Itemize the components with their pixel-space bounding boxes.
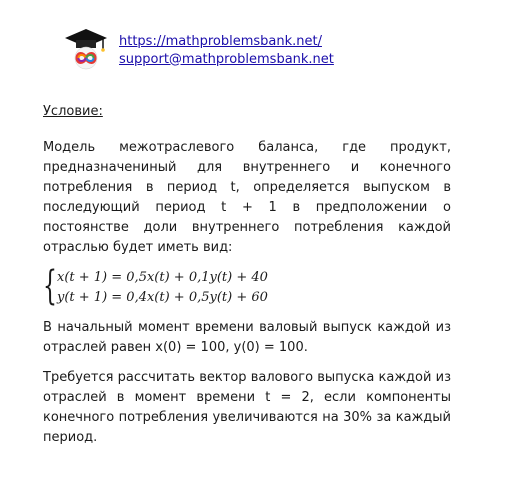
problem-paragraph-3: Требуется рассчитать вектор валового выпуска каждой из отраслей в момент времени t = 2, если компоненты конечного потребления увеличиваются на 30% за каждый период. (43, 370, 451, 445)
condition-heading: Условие: (43, 104, 103, 119)
left-brace: { (43, 263, 57, 309)
contact-links (119, 33, 334, 68)
equation-2: y(t + 1) = 0,4x(t) + 0,5y(t) + 60 (57, 290, 268, 305)
equation-1: x(t + 1) = 0,5x(t) + 0,1y(t) + 40 (57, 270, 268, 285)
graduation-cap-infinity-icon (63, 27, 109, 73)
equation-system (43, 263, 451, 309)
site-link[interactable]: https://mathproblemsbank.net/ (119, 34, 322, 49)
email-link[interactable]: support@mathproblemsbank.net (119, 51, 334, 67)
problem-paragraph-2: В начальный момент времени валовый выпуск каждой из отраслей равен x(0) = 100, y(0) = 100. (43, 320, 451, 355)
problem-content (43, 102, 451, 458)
problem-paragraph-1: Модель межотраслевого баланса, где продукт, предназначениный для внутреннего и конечного потребления в период t, определяется выпуском в последующий период t + 1 в предположении о постоянстве доли внутреннего потребления каждой отраслью будет иметь вид: (43, 140, 451, 255)
